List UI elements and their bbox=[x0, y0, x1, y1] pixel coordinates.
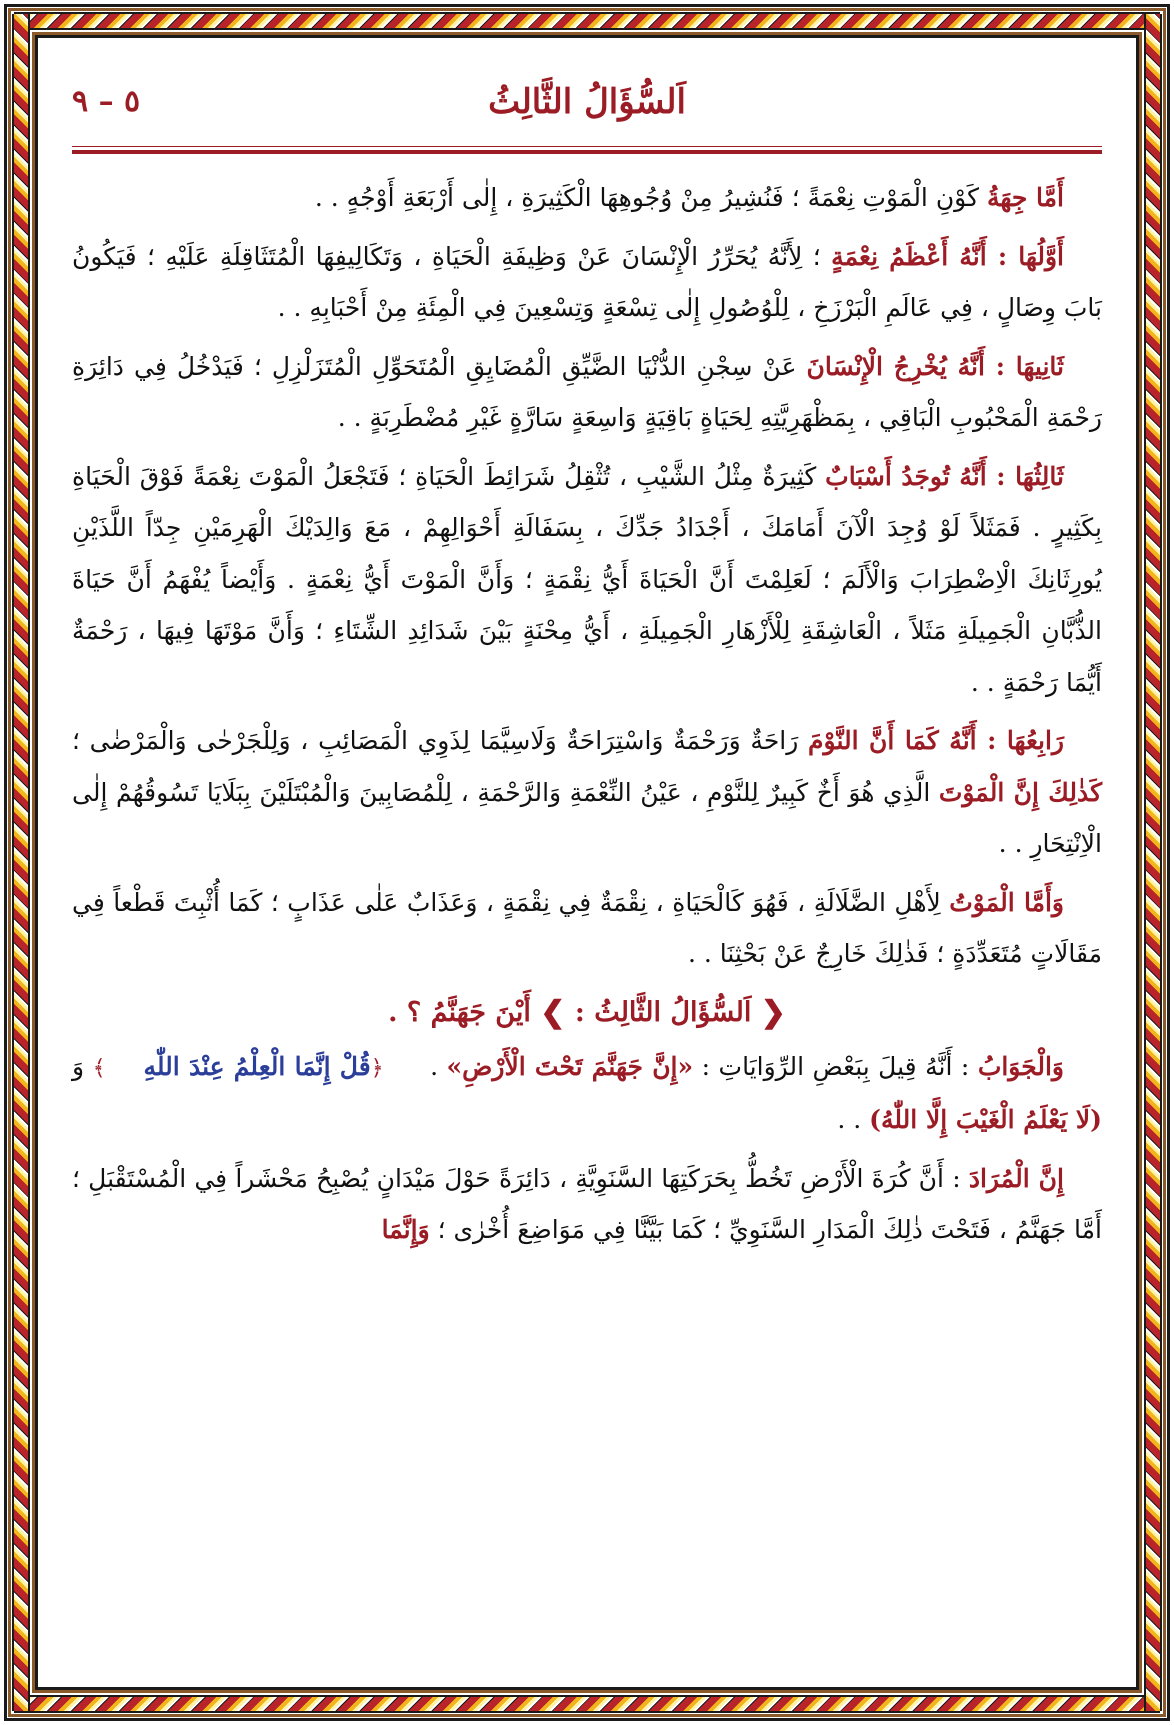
quran-bracket-close-icon: ﴾ bbox=[92, 1055, 106, 1081]
paragraph-tail: . . bbox=[837, 1105, 870, 1135]
narration-quote: «إِنَّ جَهَنَّمَ تَحْتَ الْأَرْضِ» bbox=[446, 1051, 694, 1081]
highlight: ثَانِيهَا : أَنَّهُ يُخْرِجُ الْإِنْسَانَ bbox=[806, 351, 1064, 381]
paragraph-final bbox=[72, 1153, 1102, 1256]
paragraph-text: : أَنَّ كُرَةَ الْأَرْضِ تَخُطُّ بِحَرَكَتِهَا السَّنَوِيَّةِ ، دَائِرَةً حَوْلَ مَيْدَانٍ يُصْبِحُ مَحْشَراً فِي الْمُسْتَقْبَلِ ؛ أَمَّا جَهَنَّمُ ، فَتَحْتَ ذٰلِكَ الْمَدَارِ السَّنَوِيِّ ؛ كَمَا بَيَّنَّا فِي مَوَاضِعَ أُخْرٰى ؛ bbox=[72, 1163, 1102, 1245]
highlight: إِنَّ الْمُرَادَ bbox=[968, 1163, 1064, 1193]
hadith-quote: (لَا يَعْلَمُ الْغَيْبَ إِلَّا اللّٰهُ) bbox=[869, 1105, 1102, 1135]
paragraph-text: لِأَهْلِ الضَّلَالَةِ ، فَهُوَ كَالْحَيَاةِ ، نِقْمَةٌ فِي نِقْمَةٍ ، وَعَذَابٌ عَلٰى عَذَابٍ ؛ كَمَا أُثْبِتَ قَطْعاً فِي مَقَالَاتٍ مُتَعَدِّدَةٍ ؛ فَذٰلِكَ خَارِجٌ عَنْ بَحْثِنَا . . bbox=[72, 887, 1102, 968]
header-divider bbox=[72, 150, 1102, 154]
quran-bracket-open-icon: ﴿ bbox=[370, 1055, 384, 1081]
paragraph-second bbox=[72, 341, 1102, 444]
page-header bbox=[72, 82, 1102, 142]
highlight: رَابِعُهَا : أَنَّهُ كَمَا أَنَّ النَّوْمَ bbox=[808, 726, 1064, 755]
highlight: أَمَّا جِهَةُ bbox=[986, 183, 1064, 212]
paragraph-text: رَاحَةٌ وَرَحْمَةٌ وَاسْتِرَاحَةٌ وَلَاسِيَّمَا لِذَوِي الْمَصَائِبِ ، وَلِلْجَرْحٰى وَالْمَرْضٰى ؛ bbox=[72, 726, 809, 755]
paragraph-intro bbox=[72, 172, 1102, 224]
question-text: أَيْنَ جَهَنَّمُ ؟ . bbox=[388, 996, 531, 1028]
page-title: اَلسُّؤَالُ الثَّالِثُ bbox=[488, 82, 686, 122]
paragraph-text: كَثِيرَةٌ مِثْلُ الشَّيْبِ ، تُثْقِلُ شَرَائِطَ الْحَيَاةِ ؛ فَتَجْعَلُ الْمَوْتَ نِعْمَةً فَوْقَ الْحَيَاةِ بِكَثِيرٍ . فَمَثَلاً لَوْ وُجِدَ الْآنَ أَمَامَكَ ، أَجْدَادُ جَدِّكَ ، بِسَفَالَةِ أَحْوَالِهِمْ ، مَعَ وَالِدَيْكَ الْهَرِمَيْنِ جِدّاً اللَّذَيْنِ يُورِثَانِكَ الْاِضْطِرَابَ وَالْأَلَمَ ؛ لَعَلِمْتَ أَنَّ الْحَيَاةَ أَيُّ نِقْمَةٍ ؛ وَأَنَّ الْمَوْتَ أَيُّ نِعْمَةٍ . وَأَيْضاً يُفْهَمُ أَنَّ حَيَاةَ الذُّبَّانِ الْجَمِيلَةِ مَثَلاً ، الْعَاشِقَةِ لِلْأَزْهَارِ الْجَمِيلَةِ ، أَيُّ مِحْنَةٍ بَيْنَ شَدَائِدِ الشِّتَاءِ ؛ وَأَنَّ مَوْتَهَا فِيهَا ، رَحْمَةٌ أَيُّمَا رَحْمَةٍ . . bbox=[72, 461, 1102, 697]
page-range: ٥ – ٩ bbox=[72, 84, 141, 119]
question-heading bbox=[72, 987, 1102, 1039]
paragraph-answer bbox=[72, 1041, 1102, 1146]
separator: . bbox=[421, 1051, 447, 1081]
ornament-bracket-open-icon: ❮ bbox=[760, 995, 786, 1031]
quran-verse: قُلْ إِنَّمَا الْعِلْمُ عِنْدَ اللّٰهِ bbox=[143, 1051, 371, 1081]
highlight: كَذٰلِكَ إِنَّ الْمَوْتَ bbox=[938, 777, 1102, 807]
braided-border-top bbox=[14, 12, 1160, 30]
page-content bbox=[72, 172, 1102, 1263]
paragraph-first bbox=[72, 231, 1102, 334]
paragraph-text: ؛ لِأَنَّهُ يُحَرِّرُ الْإِنْسَانَ عَنْ وَظِيفَةِ الْحَيَاةِ ، وَتَكَالِيفِهَا الْمُتَثَاقِلَةِ عَلَيْهِ ؛ فَيَكُونُ بَابَ وِصَالٍ ، فِي عَالَمِ الْبَرْزَخِ ، لِلْوُصُولِ إِلٰى تِسْعَةٍ وَتِسْعِينَ فِي الْمِئَةِ مِنْ أَحْبَابِهِ . . bbox=[72, 241, 1102, 322]
highlight: وَالْجَوَابُ bbox=[977, 1051, 1064, 1081]
paragraph-misguided bbox=[72, 877, 1102, 980]
paragraph-text: الَّذِي هُوَ أَخٌ كَبِيرٌ لِلنَّوْمِ ، عَيْنُ النِّعْمَةِ وَالرَّحْمَةِ ، لِلْمُصَابِينَ وَالْمُبْتَلَيْنَ بِبَلَايَا تَسُوقُهُمْ إِلٰى الْاِنْتِحَارِ . . bbox=[72, 777, 1102, 858]
paragraph-fourth bbox=[72, 715, 1102, 870]
ornament-bracket-close-icon: ❯ bbox=[540, 995, 566, 1031]
paragraph-third bbox=[72, 451, 1102, 709]
paragraph-text: كَوْنِ الْمَوْتِ نِعْمَةً ؛ فَنُشِيرُ مِنْ وُجُوهِهَا الْكَثِيرَةِ ، إِلٰى أَرْبَعَةِ أَوْجُهٍ . . bbox=[314, 183, 987, 212]
conjunction: وَ bbox=[72, 1051, 93, 1081]
paragraph-text: عَنْ سِجْنِ الدُّنْيَا الضَّيِّقِ الْمُضَايِقِ الْمُتَحَوِّلِ الْمُتَزَلْزِلِ ؛ فَيَدْخُلُ فِي دَائِرَةِ رَحْمَةِ الْمَحْبُوبِ الْبَاقِي ، بِمَظْهَرِيَّتِهِ لِحَيَاةٍ بَاقِيَةٍ وَاسِعَةٍ سَارَّةٍ غَيْرِ مُضْطَرِبَةٍ . . bbox=[72, 351, 1102, 432]
highlight: وَأَمَّا الْمَوْتُ bbox=[949, 887, 1064, 917]
question-label: اَلسُّؤَالُ الثَّالِثُ : bbox=[574, 996, 752, 1028]
highlight: أَوَّلُهَا : أَنَّهُ أَعْظَمُ نِعْمَةٍ bbox=[831, 241, 1065, 271]
highlight-continuation: وَإِنَّمَا bbox=[381, 1215, 430, 1245]
paragraph-text: : أَنَّهُ قِيلَ بِبَعْضِ الرِّوَايَاتِ : bbox=[693, 1051, 978, 1081]
braided-border-right bbox=[1144, 14, 1162, 1711]
braided-border-left bbox=[12, 14, 30, 1711]
braided-border-bottom bbox=[14, 1695, 1160, 1713]
highlight: ثَالِثُهَا : أَنَّهُ تُوجَدُ أَسْبَابٌ bbox=[825, 461, 1064, 491]
